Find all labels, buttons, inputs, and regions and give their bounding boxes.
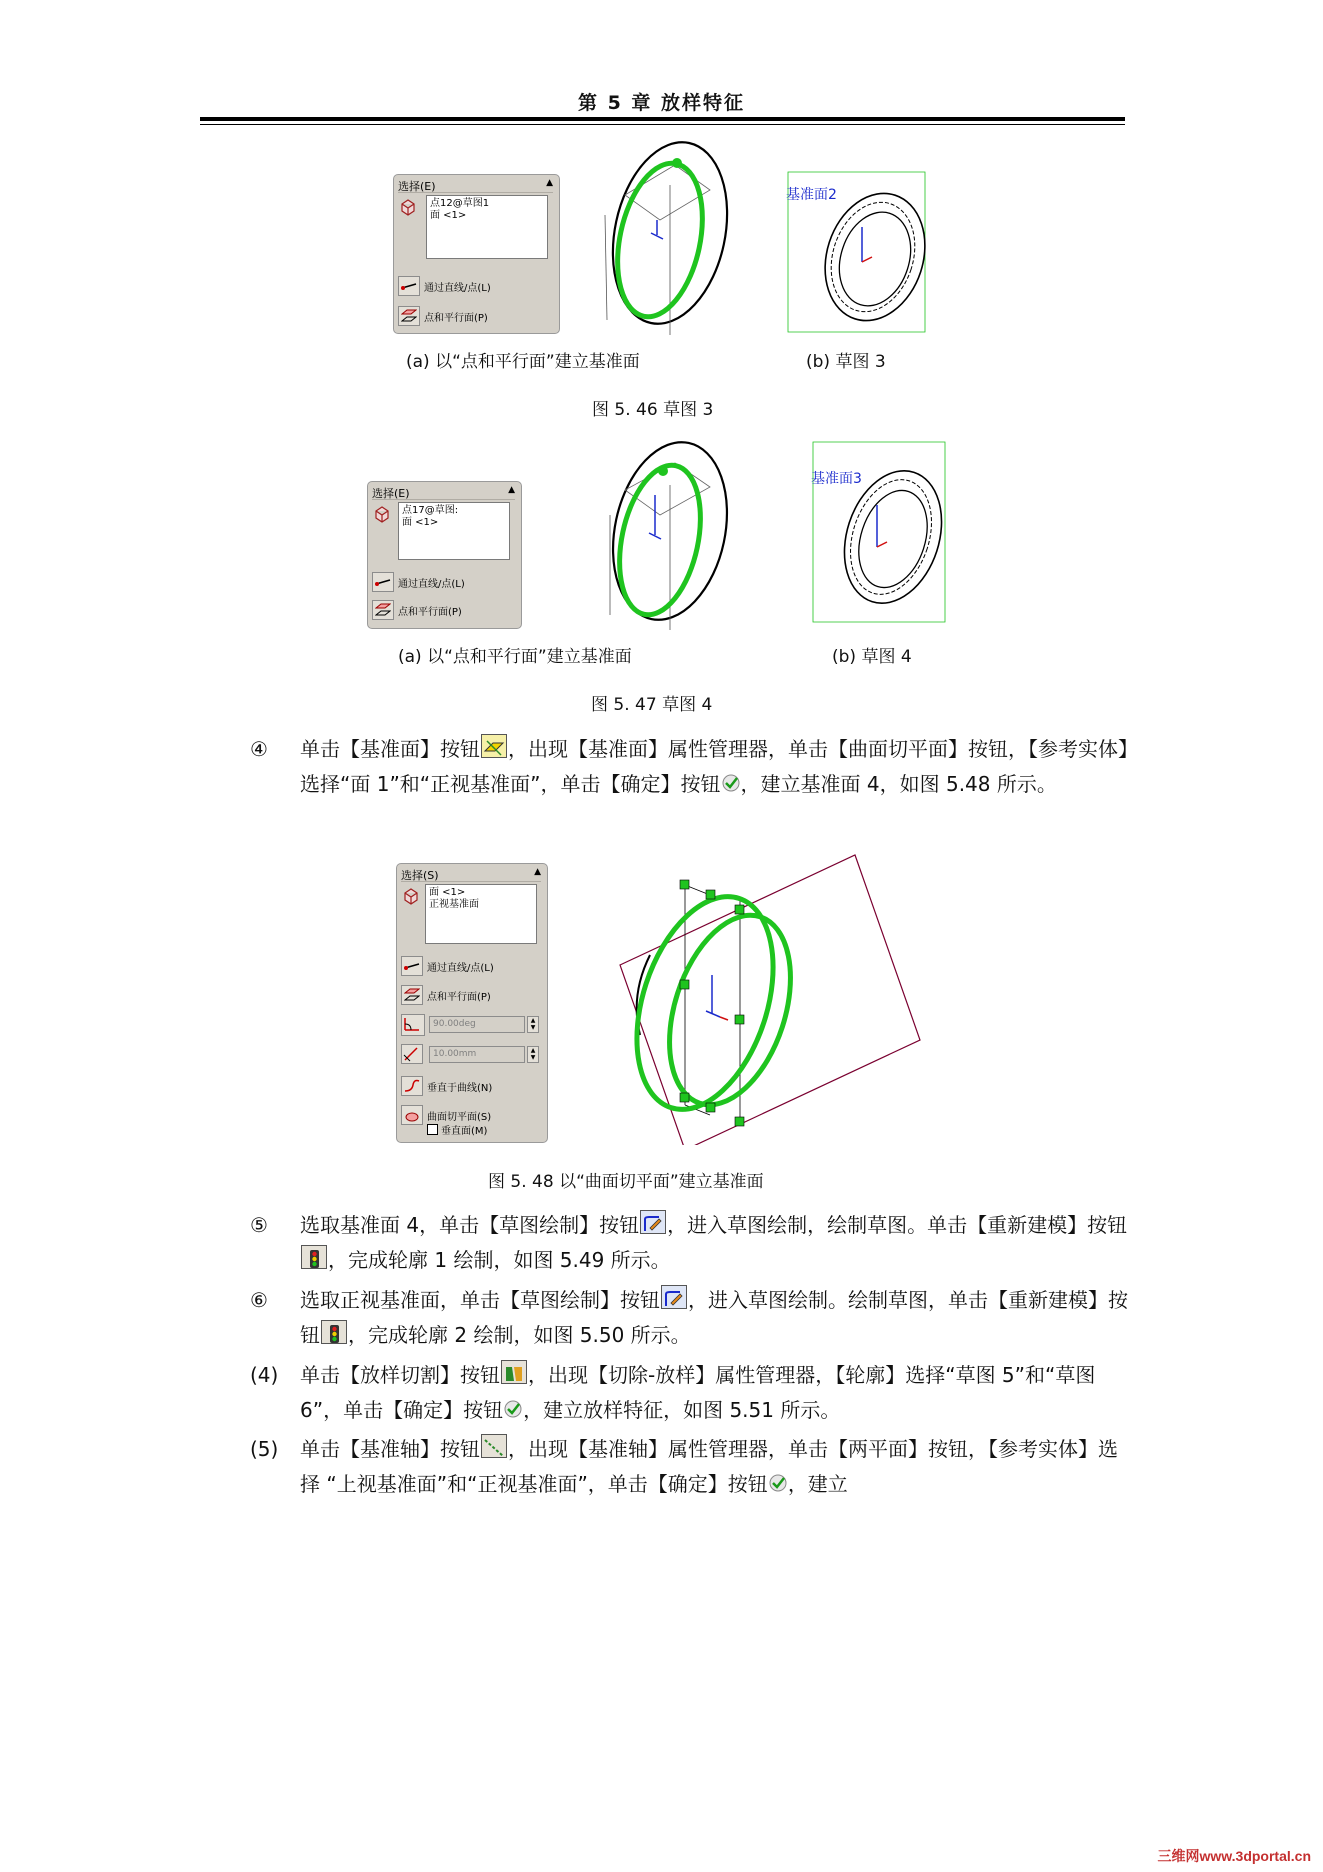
- fig46-model-view: [585, 135, 735, 335]
- collapse-icon[interactable]: ▲: [508, 485, 515, 495]
- fig47-plane-label: 基准面3: [811, 471, 862, 487]
- collapse-icon[interactable]: ▲: [534, 867, 541, 877]
- selection-listbox[interactable]: [398, 502, 510, 560]
- sketch-icon: [661, 1285, 687, 1309]
- step-text: 单击【基准轴】按钮: [300, 1437, 480, 1461]
- step-text: ，进入草图绘制，绘制草图。单击【重新建模】按钮: [667, 1213, 1128, 1237]
- checkbox-label: 垂直面(M): [441, 1126, 488, 1137]
- selection-cube-icon: [372, 504, 392, 524]
- step-number: ⑤: [250, 1213, 268, 1237]
- angle-icon: [401, 1014, 425, 1036]
- checkmark-icon: [768, 1469, 788, 1489]
- option-label: 垂直于曲线(N): [427, 1082, 493, 1094]
- selection-header[interactable]: [372, 485, 515, 500]
- list-item[interactable]: 点12@草图1: [430, 198, 490, 209]
- selection-title: 选择(E): [398, 180, 436, 193]
- fig47-title: 图 5. 47 草图 4: [591, 695, 713, 715]
- step-5-paragraph: [250, 1432, 1130, 1502]
- step-text: 选取正视基准面，单击【草图绘制】按钮: [300, 1288, 660, 1312]
- rebuild-icon: [301, 1245, 327, 1269]
- selection-title: 选择(E): [372, 487, 410, 500]
- selection-listbox[interactable]: [426, 195, 548, 259]
- step-text: ，出现【基准轴】属性管理器，单击【两平面】按钮，【参考实体】选择 “上视基准面”和“正视基准面”，单击【确定】按钮: [300, 1437, 1118, 1496]
- sketch-icon: [640, 1210, 666, 1234]
- chapter-header: 第 5 章 放样特征: [577, 92, 746, 114]
- lofted-cut-icon: [501, 1360, 527, 1384]
- through-line-point-option[interactable]: [372, 571, 465, 593]
- rebuild-icon: [321, 1320, 347, 1344]
- step4-paragraph: [250, 732, 1130, 802]
- distance-input[interactable]: 10.00mm: [429, 1046, 525, 1063]
- option-label: 通过直线/点(L): [424, 282, 491, 294]
- step-text: ，完成轮廓 1 绘制，如图 5.49 所示。: [328, 1248, 671, 1272]
- header-rule: [200, 117, 1125, 121]
- list-item[interactable]: 面 <1>: [402, 517, 439, 528]
- distance-icon: [401, 1044, 423, 1064]
- normal-curve-icon: [401, 1076, 423, 1096]
- fig46-property-panel: [393, 174, 560, 334]
- fig46-caption-a: (a) 以“点和平行面”建立基准面: [406, 352, 640, 372]
- checkmark-icon: [721, 769, 741, 789]
- selection-listbox[interactable]: [425, 884, 537, 944]
- option-label: 通过直线/点(L): [398, 578, 465, 590]
- list-item[interactable]: 点17@草图:: [402, 505, 459, 516]
- option-label: 点和平行面(P): [398, 606, 462, 618]
- list-item[interactable]: 面 <1>: [430, 210, 467, 221]
- fig47-property-panel: [367, 481, 522, 629]
- step-text: 选取基准面 4，单击【草图绘制】按钮: [300, 1213, 640, 1237]
- fig47-caption-b: (b) 草图 4: [832, 647, 912, 667]
- step-text: ，建立基准面 4，如图 5.48 所示。: [740, 772, 1057, 796]
- fig48-title: 图 5. 48 以“曲面切平面”建立基准面: [488, 1172, 764, 1192]
- selection-cube-icon: [398, 197, 418, 217]
- fig48-model-view: [610, 845, 930, 1145]
- reference-axis-icon: [481, 1434, 507, 1458]
- step-text: ，完成轮廓 2 绘制，如图 5.50 所示。: [348, 1323, 691, 1347]
- fig48-property-panel: [396, 863, 548, 1143]
- point-parallel-plane-option[interactable]: [398, 305, 488, 327]
- point-parallel-plane-option[interactable]: [401, 984, 491, 1006]
- step-text: ，建立放样特征，如图 5.51 所示。: [523, 1398, 841, 1422]
- parallel-plane-icon: [398, 306, 420, 326]
- step-text: ，建立: [787, 1472, 848, 1496]
- angle-spinner[interactable]: ▲ ▼: [527, 1016, 539, 1033]
- option-label: 通过直线/点(L): [427, 962, 494, 974]
- line-point-icon: [372, 572, 394, 592]
- selection-title: 选择(S): [401, 869, 439, 882]
- checkmark-icon: [503, 1395, 523, 1415]
- parallel-plane-icon: [372, 600, 394, 620]
- fig46-plane-label: 基准面2: [786, 187, 837, 203]
- step-number: ⑥: [250, 1288, 268, 1312]
- tangent-surface-icon: [401, 1105, 423, 1125]
- step-number: ④: [250, 737, 268, 761]
- step-text: ，出现【切除-放样】属性管理器，【轮廓】选择“草图 5”和“草图 6”，单击【确定】按钮: [300, 1363, 1096, 1422]
- selection-header[interactable]: [398, 178, 553, 193]
- through-line-point-option[interactable]: [401, 955, 494, 977]
- selection-header[interactable]: [401, 867, 541, 882]
- reference-plane-icon: [481, 734, 507, 758]
- option-label: 点和平行面(P): [427, 991, 491, 1003]
- step-number: (5): [250, 1437, 279, 1461]
- selection-cube-icon: [401, 886, 421, 906]
- option-label: 曲面切平面(S): [427, 1111, 492, 1123]
- line-point-icon: [401, 956, 423, 976]
- step-text: 单击【基准面】按钮: [300, 737, 480, 761]
- fig47-sketch-view: [805, 437, 955, 625]
- step5-paragraph: [250, 1208, 1130, 1278]
- normal-plane-checkbox[interactable]: [427, 1122, 487, 1137]
- site-watermark: 三维网www.3dportal.cn: [1157, 1848, 1311, 1864]
- step6-paragraph: [250, 1283, 1130, 1353]
- step-4-paragraph: [250, 1358, 1130, 1428]
- step-text: ，出现【基准面】属性管理器，单击【曲面切平面】按钮，【参考实体】选择“面 1”和“正视基准面”，单击【确定】按钮: [300, 737, 1128, 796]
- step-text: 单击【放样切割】按钮: [300, 1363, 500, 1387]
- angle-input[interactable]: 90.00deg: [429, 1016, 525, 1033]
- step-number: (4): [250, 1363, 279, 1387]
- list-item[interactable]: 正视基准面: [429, 899, 479, 910]
- point-parallel-plane-option[interactable]: [372, 599, 462, 621]
- line-point-icon: [398, 276, 420, 296]
- through-line-point-option[interactable]: [398, 275, 491, 297]
- header-rule-thin: [200, 124, 1125, 125]
- option-label: 点和平行面(P): [424, 312, 488, 324]
- fig46-title: 图 5. 46 草图 3: [592, 400, 714, 420]
- step-text: ，进入草图绘制。绘制草图，单击【重新建模】按钮: [300, 1288, 1128, 1347]
- distance-spinner[interactable]: ▲ ▼: [527, 1046, 539, 1063]
- checkbox-box[interactable]: [427, 1124, 438, 1135]
- normal-to-curve-option[interactable]: [401, 1075, 492, 1097]
- fig46-caption-b: (b) 草图 3: [806, 352, 886, 372]
- fig47-model-view: [585, 435, 735, 630]
- collapse-icon[interactable]: ▲: [546, 178, 553, 188]
- parallel-plane-icon: [401, 985, 423, 1005]
- fig47-caption-a: (a) 以“点和平行面”建立基准面: [398, 647, 632, 667]
- list-item[interactable]: 面 <1>: [429, 887, 466, 898]
